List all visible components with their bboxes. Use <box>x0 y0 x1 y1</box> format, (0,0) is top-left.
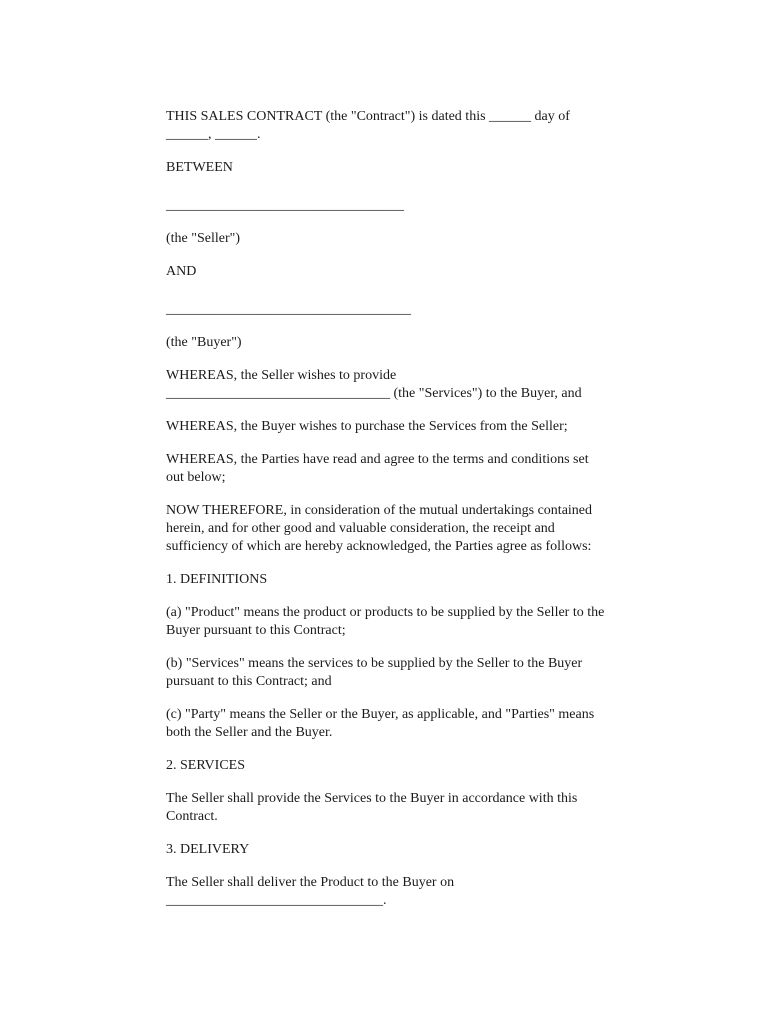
contract-page <box>166 108 646 925</box>
contract-intro: THIS SALES CONTRACT (the "Contract") is dated this ______ day of ______, ______. <box>166 109 570 142</box>
definition-services: (b) "Services" means the services to be supplied by the Seller to the Buyer pursuant to this Contract; and <box>166 656 583 689</box>
section-services-heading: 2. SERVICES <box>166 758 246 773</box>
definition-party: (c) "Party" means the Seller or the Buyer, as applicable, and "Parties" means both the Seller and the Buyer. <box>166 707 595 740</box>
section-definitions-heading: 1. DEFINITIONS <box>166 572 268 587</box>
and-label: AND <box>166 264 197 279</box>
now-therefore-clause: NOW THEREFORE, in consideration of the mutual undertakings contained herein, and for other good and valuable consideration, the receipt and sufficiency of which are hereby acknowledged, the Parties agree as follows: <box>166 503 593 554</box>
whereas-parties-clause: WHEREAS, the Parties have read and agree to the terms and conditions set out below; <box>166 452 589 485</box>
seller-label: (the "Seller") <box>166 231 241 246</box>
section-delivery-heading: 3. DELIVERY <box>166 842 250 857</box>
definition-product: (a) "Product" means the product or products to be supplied by the Seller to the Buyer pursuant to this Contract; <box>166 605 605 638</box>
delivery-clause: The Seller shall deliver the Product to the Buyer on _______________________________. <box>166 875 455 908</box>
between-label: BETWEEN <box>166 160 233 175</box>
buyer-label: (the "Buyer") <box>166 335 242 350</box>
whereas-seller-clause: WHEREAS, the Seller wishes to provide ________________________________ (the "Services") to the Buyer, and <box>166 368 582 401</box>
whereas-buyer-clause: WHEREAS, the Buyer wishes to purchase the Services from the Seller; <box>166 419 568 434</box>
seller-name-blank: __________________________________ <box>166 198 404 213</box>
buyer-name-blank: ___________________________________ <box>166 302 411 317</box>
services-clause: The Seller shall provide the Services to the Buyer in accordance with this Contract. <box>166 791 578 824</box>
